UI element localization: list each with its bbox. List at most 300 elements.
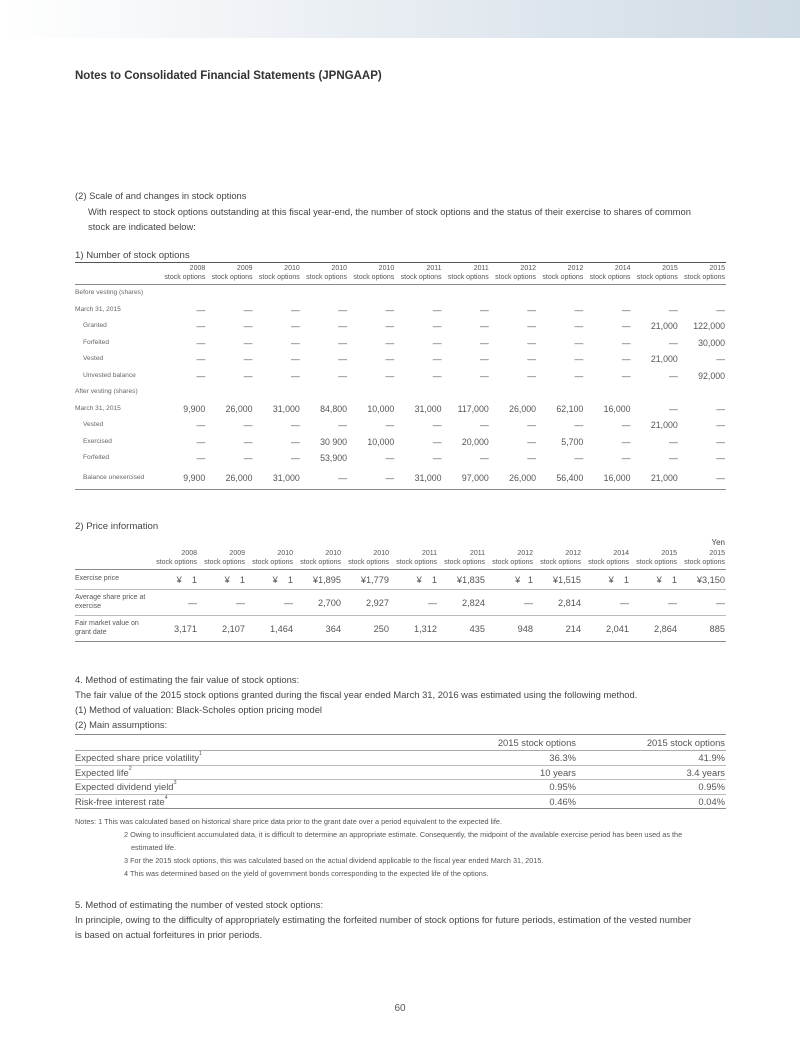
table-cell: —	[716, 453, 725, 464]
table-cell: 948	[486, 616, 534, 642]
footnote-4: 4 This was determined based on the yield of government bonds corresponding to the expected life of the options.	[124, 869, 489, 878]
col-sub: stock options	[396, 559, 437, 566]
price-table-col-header	[678, 549, 726, 570]
table-cell: —	[198, 590, 246, 616]
table-cell: —	[385, 321, 395, 332]
number-table-col-header	[159, 264, 206, 285]
table-cell: 16,000	[584, 467, 631, 490]
table-cell: —	[582, 590, 630, 616]
assumption-label	[75, 780, 335, 795]
price-table-col-header	[246, 549, 294, 570]
table-cell: —	[668, 337, 678, 348]
col-year: 2012	[520, 265, 536, 272]
table-row	[75, 765, 726, 780]
table-cell: —	[574, 337, 584, 348]
table-cell	[537, 285, 584, 302]
table-cell: —	[243, 354, 253, 365]
table-cell: —	[432, 337, 442, 348]
table-cell: —	[338, 337, 347, 348]
table-cell: —	[290, 436, 300, 447]
number-table-corner	[75, 264, 159, 285]
table-cell	[584, 384, 631, 401]
table-cell: 2,041	[582, 616, 630, 642]
number-table-col-header	[443, 264, 490, 285]
main-assumptions-table	[75, 734, 726, 809]
table-cell: —	[716, 304, 725, 315]
footnote-1: Notes: 1 This was calculated based on historical share price data prior to the grant date over a period equivalent to the expected life.	[75, 817, 502, 826]
number-table-col-header	[537, 264, 584, 285]
table-cell: —	[574, 420, 584, 431]
col-sub: stock options	[156, 559, 197, 566]
row-label: Balance unexercised	[75, 467, 159, 490]
table-cell: —	[432, 370, 442, 381]
col-sub: stock options	[252, 559, 293, 566]
table-cell: —	[196, 436, 206, 447]
table-cell: ¥ 1	[630, 570, 678, 590]
table-cell: 9,900	[159, 467, 206, 490]
table-cell: —	[338, 354, 347, 365]
col-sub: stock options	[211, 274, 253, 281]
table-cell: 2,864	[630, 616, 678, 642]
table-cell	[254, 384, 301, 401]
number-table-col-header	[348, 264, 395, 285]
assumption-value: 0.04%	[577, 794, 726, 809]
table-cell: 53,900	[320, 453, 347, 464]
row-label: Forfeited	[83, 338, 110, 346]
price-table-col-header	[630, 549, 678, 570]
table-cell: 10,000	[367, 403, 395, 414]
assumption-label-text: Expected life	[75, 766, 129, 778]
section-4-line1: The fair value of the 2015 stock options granted during the fiscal year ended March 31, 2016 was estimated using the following method.	[75, 689, 638, 700]
col-sub: stock options	[400, 274, 442, 281]
assumption-label	[75, 751, 335, 766]
table-cell	[348, 285, 395, 302]
col-sub: stock options	[684, 559, 725, 566]
table-cell: —	[385, 337, 395, 348]
col-year: 2008	[189, 265, 206, 272]
table-cell: —	[527, 337, 536, 348]
table-cell: —	[290, 304, 300, 315]
table-cell: ¥3,150	[678, 570, 726, 590]
table-cell: —	[432, 420, 442, 431]
table-cell	[679, 285, 726, 302]
assumption-label	[75, 765, 335, 780]
col-year: 2015	[709, 265, 725, 272]
table-cell: —	[196, 354, 206, 365]
table-cell: —	[621, 453, 631, 464]
col-sub: stock options	[684, 274, 725, 281]
table-cell: —	[432, 354, 442, 365]
table-cell: —	[432, 304, 442, 315]
table-cell: —	[150, 590, 198, 616]
col-sub: stock options	[542, 274, 584, 281]
table-row	[75, 751, 726, 766]
table-cell: —	[621, 420, 631, 431]
number-table-col-header	[679, 264, 726, 285]
footnote-ref: 4	[164, 794, 168, 801]
table-cell	[632, 285, 679, 302]
number-table-col-header	[632, 264, 679, 285]
table-cell: —	[668, 304, 678, 315]
section-2-heading: (2) Scale of and changes in stock options	[75, 190, 247, 201]
table-cell: —	[479, 321, 489, 332]
table-cell: ¥1,515	[534, 570, 582, 590]
number-table-header-row	[75, 264, 726, 285]
table-cell	[206, 285, 253, 302]
price-table-col-header	[438, 549, 486, 570]
col-year: 2011	[426, 265, 442, 272]
price-information-table	[75, 549, 726, 642]
footnotes	[75, 815, 735, 880]
col-sub: stock options	[588, 559, 629, 566]
section-4-heading: 4. Method of estimating the fair value of stock options:	[75, 674, 300, 685]
table-cell: 435	[438, 616, 486, 642]
assumption-label-text: Expected share price volatility	[75, 752, 200, 764]
table-cell	[206, 384, 253, 401]
col-year: 2011	[473, 265, 489, 272]
table-cell: 2,700	[294, 590, 342, 616]
table-cell: ¥ 1	[486, 570, 534, 590]
col-sub: stock options	[306, 274, 347, 281]
col-year: 2008	[181, 550, 197, 557]
table-cell: —	[527, 436, 536, 447]
table-cell: 9,900	[183, 403, 206, 414]
table-cell: —	[385, 370, 395, 381]
table-row	[75, 467, 726, 490]
table-cell: —	[390, 590, 438, 616]
table-cell: —	[574, 354, 584, 365]
assumption-value: 36.3%	[335, 751, 577, 766]
table-cell	[632, 384, 679, 401]
table-cell	[395, 285, 442, 302]
table-cell: —	[338, 370, 347, 381]
row-label: Exercise price	[75, 570, 150, 590]
section-5-heading: 5. Method of estimating the number of vested stock options:	[75, 899, 324, 910]
table-cell: —	[301, 467, 348, 490]
table-cell: 56,400	[537, 467, 584, 490]
table-row	[75, 590, 726, 616]
row-label: Vested	[83, 355, 104, 363]
table-cell: ¥1,779	[342, 570, 390, 590]
table-cell: 30 900	[320, 436, 347, 447]
table-cell: —	[668, 403, 678, 414]
table-row	[75, 351, 726, 368]
table-cell: 31,000	[272, 403, 300, 414]
table-cell: —	[432, 321, 442, 332]
table-cell: —	[338, 304, 347, 315]
table-cell: —	[385, 453, 395, 464]
table-row	[75, 417, 726, 434]
table-cell: —	[621, 321, 631, 332]
number-table-col-header	[301, 264, 348, 285]
table-cell: —	[527, 321, 536, 332]
table-cell: —	[716, 420, 725, 431]
section-2-text-line1: With respect to stock options outstanding at this fiscal year-end, the number of stock options and the status of their exercise to shares of common	[88, 206, 691, 217]
table-cell: ¥ 1	[198, 570, 246, 590]
table-cell: —	[243, 420, 253, 431]
table-cell: —	[338, 420, 347, 431]
table-cell: —	[290, 453, 300, 464]
table-cell	[301, 384, 348, 401]
table-cell: —	[385, 354, 395, 365]
price-table-col-header	[390, 549, 438, 570]
number-table-col-header	[584, 264, 631, 285]
table-row	[75, 450, 726, 467]
price-table-col-header	[534, 549, 582, 570]
col-year: 2009	[229, 550, 245, 557]
col-sub: stock options	[492, 559, 533, 566]
table-cell: —	[630, 590, 678, 616]
table-cell: 364	[294, 616, 342, 642]
row-label: Fair market value on grant date	[75, 616, 150, 642]
table-cell: —	[243, 337, 253, 348]
number-table-col-header	[490, 264, 537, 285]
table-cell: 92,000	[698, 370, 725, 381]
table-cell: —	[196, 453, 206, 464]
table-row	[75, 318, 726, 335]
table-cell: 1,464	[246, 616, 294, 642]
col-year: 2010	[331, 265, 347, 272]
table-cell: 885	[678, 616, 726, 642]
price-table-header-row	[75, 549, 726, 570]
col-year: 2010	[325, 550, 341, 557]
table-cell: ¥1,895	[294, 570, 342, 590]
table-cell: —	[290, 321, 300, 332]
table-cell: —	[621, 354, 631, 365]
table-cell: —	[527, 453, 536, 464]
table-cell: —	[479, 354, 489, 365]
table-row	[75, 780, 726, 795]
assumption-label-text: Risk-free interest rate	[75, 795, 165, 807]
table-cell: —	[678, 590, 726, 616]
price-table-col-header	[150, 549, 198, 570]
col-year: 2015	[709, 550, 725, 557]
table-cell: —	[246, 590, 294, 616]
table-cell: —	[243, 436, 253, 447]
row-label: Unvested balance	[83, 371, 136, 379]
assumption-value: 3.4 years	[577, 765, 726, 780]
table-row	[75, 302, 726, 319]
price-table-col-header	[582, 549, 630, 570]
col-sub: stock options	[258, 274, 300, 281]
table-cell: 97,000	[443, 467, 490, 490]
assumption-value: 41.9%	[577, 751, 726, 766]
table-row	[75, 285, 726, 302]
table-cell: 26,000	[509, 403, 536, 414]
number-table-col-header	[254, 264, 301, 285]
table-cell	[443, 384, 490, 401]
table-cell: 21,000	[650, 321, 678, 332]
table-cell: 2,814	[534, 590, 582, 616]
col-sub: stock options	[164, 274, 206, 281]
number-of-stock-options-table	[75, 264, 726, 490]
table-cell: 84,800	[320, 403, 347, 414]
table-cell: 122,000	[693, 321, 725, 332]
table-cell: —	[290, 420, 300, 431]
table-cell: —	[385, 420, 395, 431]
row-label: Vested	[83, 421, 104, 429]
col-sub: stock options	[447, 274, 489, 281]
table-cell: —	[479, 370, 489, 381]
table-cell: ¥ 1	[390, 570, 438, 590]
row-label: March 31, 2015	[75, 305, 121, 313]
table-cell: —	[479, 337, 489, 348]
table-cell: 250	[342, 616, 390, 642]
row-label: Exercised	[83, 437, 112, 445]
table-cell: ¥ 1	[150, 570, 198, 590]
col-year: 2009	[236, 265, 253, 272]
table-cell: ¥ 1	[246, 570, 294, 590]
table-row	[75, 335, 726, 352]
table-cell: —	[196, 304, 206, 315]
footnote-2: 2 Owing to insufficient accumulated data, it is difficult to determine an appropriate estimate. Consequently, the midpoint of the available exercise period has been used as the	[124, 830, 683, 839]
col-sub: stock options	[636, 274, 678, 281]
footnote-ref: 1	[199, 751, 203, 758]
table-cell: —	[196, 321, 206, 332]
number-table-top-rule	[75, 262, 726, 263]
col-year: 2010	[284, 265, 300, 272]
number-table-col-header	[395, 264, 442, 285]
table-cell: —	[621, 337, 631, 348]
price-table-heading: 2) Price information	[75, 521, 159, 532]
table-cell: —	[621, 304, 631, 315]
top-gradient-band	[0, 0, 800, 38]
price-table-col-header	[294, 549, 342, 570]
footnote-2-continued: estimated life.	[131, 843, 177, 852]
assumption-label-text: Expected dividend yield	[75, 781, 174, 793]
row-label: Before vesting (shares)	[75, 285, 159, 302]
table-cell: 16,000	[603, 403, 631, 414]
col-sub: stock options	[444, 559, 485, 566]
assumption-label	[75, 794, 335, 809]
table-cell: —	[243, 321, 253, 332]
assumption-value: 0.95%	[335, 780, 577, 795]
table-cell: 1,312	[390, 616, 438, 642]
table-cell: 214	[534, 616, 582, 642]
col-year: 2011	[469, 550, 485, 557]
table-cell: 20,000	[461, 436, 489, 447]
table-row	[75, 434, 726, 451]
col-sub: stock options	[300, 559, 341, 566]
table-cell: —	[290, 370, 300, 381]
page-title: Notes to Consolidated Financial Statements (JPNGAAP)	[75, 70, 382, 82]
table-cell	[490, 384, 537, 401]
table-cell: —	[486, 590, 534, 616]
table-cell: —	[716, 436, 725, 447]
table-cell: 21,000	[650, 354, 678, 365]
table-cell: 62,100	[556, 403, 584, 414]
table-cell	[159, 384, 206, 401]
table-cell: —	[348, 467, 395, 490]
assumption-value: 0.95%	[577, 780, 726, 795]
table-cell: —	[574, 304, 584, 315]
table-cell: 31,000	[414, 403, 442, 414]
table-row	[75, 616, 726, 642]
assumptions-header-row	[75, 735, 726, 751]
table-cell: —	[716, 354, 725, 365]
table-cell: —	[243, 370, 253, 381]
table-cell: —	[432, 453, 442, 464]
table-cell: —	[716, 403, 725, 414]
table-cell: —	[574, 453, 584, 464]
col-sub: stock options	[636, 559, 677, 566]
col-year: 2011	[421, 550, 437, 557]
number-table-heading: 1) Number of stock options	[75, 250, 190, 261]
col-sub: stock options	[348, 559, 389, 566]
table-cell	[679, 384, 726, 401]
section-2-text-line2: stock are indicated below:	[88, 221, 196, 232]
table-cell	[254, 285, 301, 302]
table-cell: 3,171	[150, 616, 198, 642]
col-sub: stock options	[540, 559, 581, 566]
col-year: 2010	[277, 550, 293, 557]
col-year: 2015	[662, 265, 678, 272]
col-year: 2014	[614, 265, 631, 272]
price-table-col-header	[486, 549, 534, 570]
table-cell: —	[574, 370, 584, 381]
table-cell: —	[621, 436, 631, 447]
col-year: 2015	[661, 550, 677, 557]
table-cell: —	[243, 453, 253, 464]
table-cell	[443, 285, 490, 302]
table-cell	[537, 384, 584, 401]
table-cell: —	[527, 370, 536, 381]
table-cell: 26,000	[225, 403, 253, 414]
col-sub: stock options	[589, 274, 631, 281]
table-cell: —	[290, 337, 300, 348]
table-cell: —	[668, 370, 678, 381]
price-table-corner	[75, 549, 150, 570]
table-cell: —	[196, 337, 206, 348]
table-cell	[301, 285, 348, 302]
table-cell: ¥1,835	[438, 570, 486, 590]
table-cell: 2,107	[198, 616, 246, 642]
col-sub: stock options	[353, 274, 395, 281]
table-cell: 10,000	[367, 436, 395, 447]
table-cell: 21,000	[650, 420, 678, 431]
table-cell: 21,000	[632, 467, 679, 490]
assumptions-col1-header: 2015 stock options	[335, 735, 577, 751]
table-cell: —	[527, 304, 536, 315]
row-label: Forfeited	[83, 454, 110, 462]
table-cell: —	[196, 370, 206, 381]
section-4-line3: (2) Main assumptions:	[75, 719, 168, 730]
number-table-col-header	[206, 264, 253, 285]
table-cell: —	[479, 304, 489, 315]
table-cell: 2,927	[342, 590, 390, 616]
table-row	[75, 794, 726, 809]
row-label: Average share price at exercise	[75, 590, 150, 616]
table-cell: —	[621, 370, 631, 381]
assumption-value: 0.46%	[335, 794, 577, 809]
row-label: After vesting (shares)	[75, 388, 138, 396]
table-cell: —	[527, 354, 536, 365]
table-cell: —	[479, 453, 489, 464]
col-year: 2010	[373, 550, 389, 557]
col-sub: stock options	[204, 559, 245, 566]
table-row	[75, 368, 726, 385]
price-table-unit: Yen	[711, 538, 725, 547]
table-cell: —	[479, 420, 489, 431]
row-label: March 31, 2015	[75, 404, 121, 412]
section-4-line2: (1) Method of valuation: Black-Scholes option pricing model	[75, 704, 323, 715]
table-cell: —	[243, 304, 253, 315]
table-cell: —	[527, 420, 536, 431]
table-cell: —	[574, 321, 584, 332]
table-row	[75, 570, 726, 590]
table-cell: ¥ 1	[582, 570, 630, 590]
table-cell: 5,700	[561, 436, 584, 447]
